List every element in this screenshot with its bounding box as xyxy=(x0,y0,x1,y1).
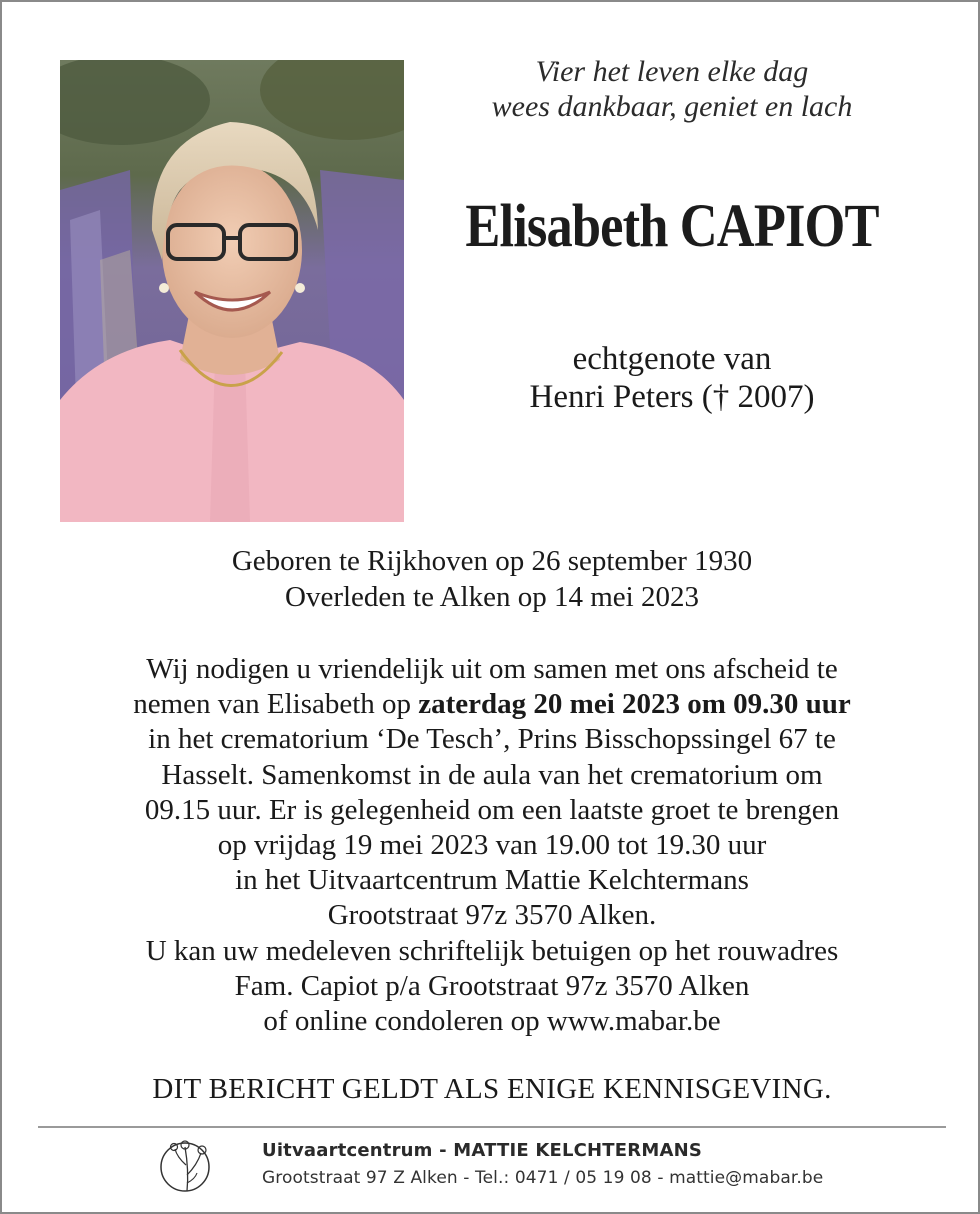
invitation-line: Grootstraat 97z 3570 Alken. xyxy=(327,899,657,932)
invitation-line: of online condoleren op www.mabar.be xyxy=(263,1005,721,1038)
motto-line-1: Vier het leven elke dag xyxy=(535,55,809,88)
invitation-line: Hasselt. Samenkomst in de aula van het crematorium om xyxy=(161,758,823,791)
birth-line: Geboren te Rijkhoven op 26 september 1930 xyxy=(231,545,753,577)
invitation-line: op vrijdag 19 mei 2023 van 19.00 tot 19.30 uur xyxy=(217,829,767,862)
invitation-text: nemen van Elisabeth op xyxy=(133,688,419,721)
spouse-info xyxy=(422,340,922,416)
motto-line-2: wees dankbaar, geniet en lach xyxy=(491,90,853,123)
notice-statement: DIT BERICHT GELDT ALS ENIGE KENNISGEVING. xyxy=(152,1073,832,1105)
portrait-image xyxy=(60,60,404,522)
spouse-label: echtgenote van xyxy=(572,341,772,377)
ceremony-date: zaterdag 20 mei 2023 om 09.30 uur xyxy=(418,688,851,721)
footer-divider xyxy=(38,1126,946,1128)
invitation-line: in het Uitvaartcentrum Mattie Kelchtermans xyxy=(235,864,749,897)
funeral-invitation xyxy=(32,652,952,1039)
spouse-name: Henri Peters († 2007) xyxy=(529,379,815,415)
invitation-line: 09.15 uur. Er is gelegenheid om een laatste groet te brengen xyxy=(144,793,840,826)
funeral-home-contact: Grootstraat 97 Z Alken - Tel.: 0471 / 05 19 08 - mattie@mabar.be xyxy=(262,1168,824,1188)
invitation-line: Fam. Capiot p/a Grootstraat 97z 3570 Alken xyxy=(234,969,750,1002)
flower-logo-icon xyxy=(157,1135,237,1195)
portrait-photo xyxy=(60,60,404,522)
death-line: Overleden te Alken op 14 mei 2023 xyxy=(285,581,699,613)
invitation-line: U kan uw medeleven schriftelijk betuigen op het rouwadres xyxy=(145,934,839,967)
motto xyxy=(432,54,912,124)
life-dates xyxy=(42,543,942,615)
invitation-line xyxy=(32,687,952,722)
deceased-name: Elisabeth CAPIOT xyxy=(465,193,879,260)
invitation-line: Wij nodigen u vriendelijk uit om samen met ons afscheid te xyxy=(146,653,838,685)
invitation-line: in het crematorium ‘De Tesch’, Prins Bisschopssingel 67 te xyxy=(148,723,836,756)
funeral-home-name: Uitvaartcentrum - MATTIE KELCHTERMANS xyxy=(262,1140,703,1161)
